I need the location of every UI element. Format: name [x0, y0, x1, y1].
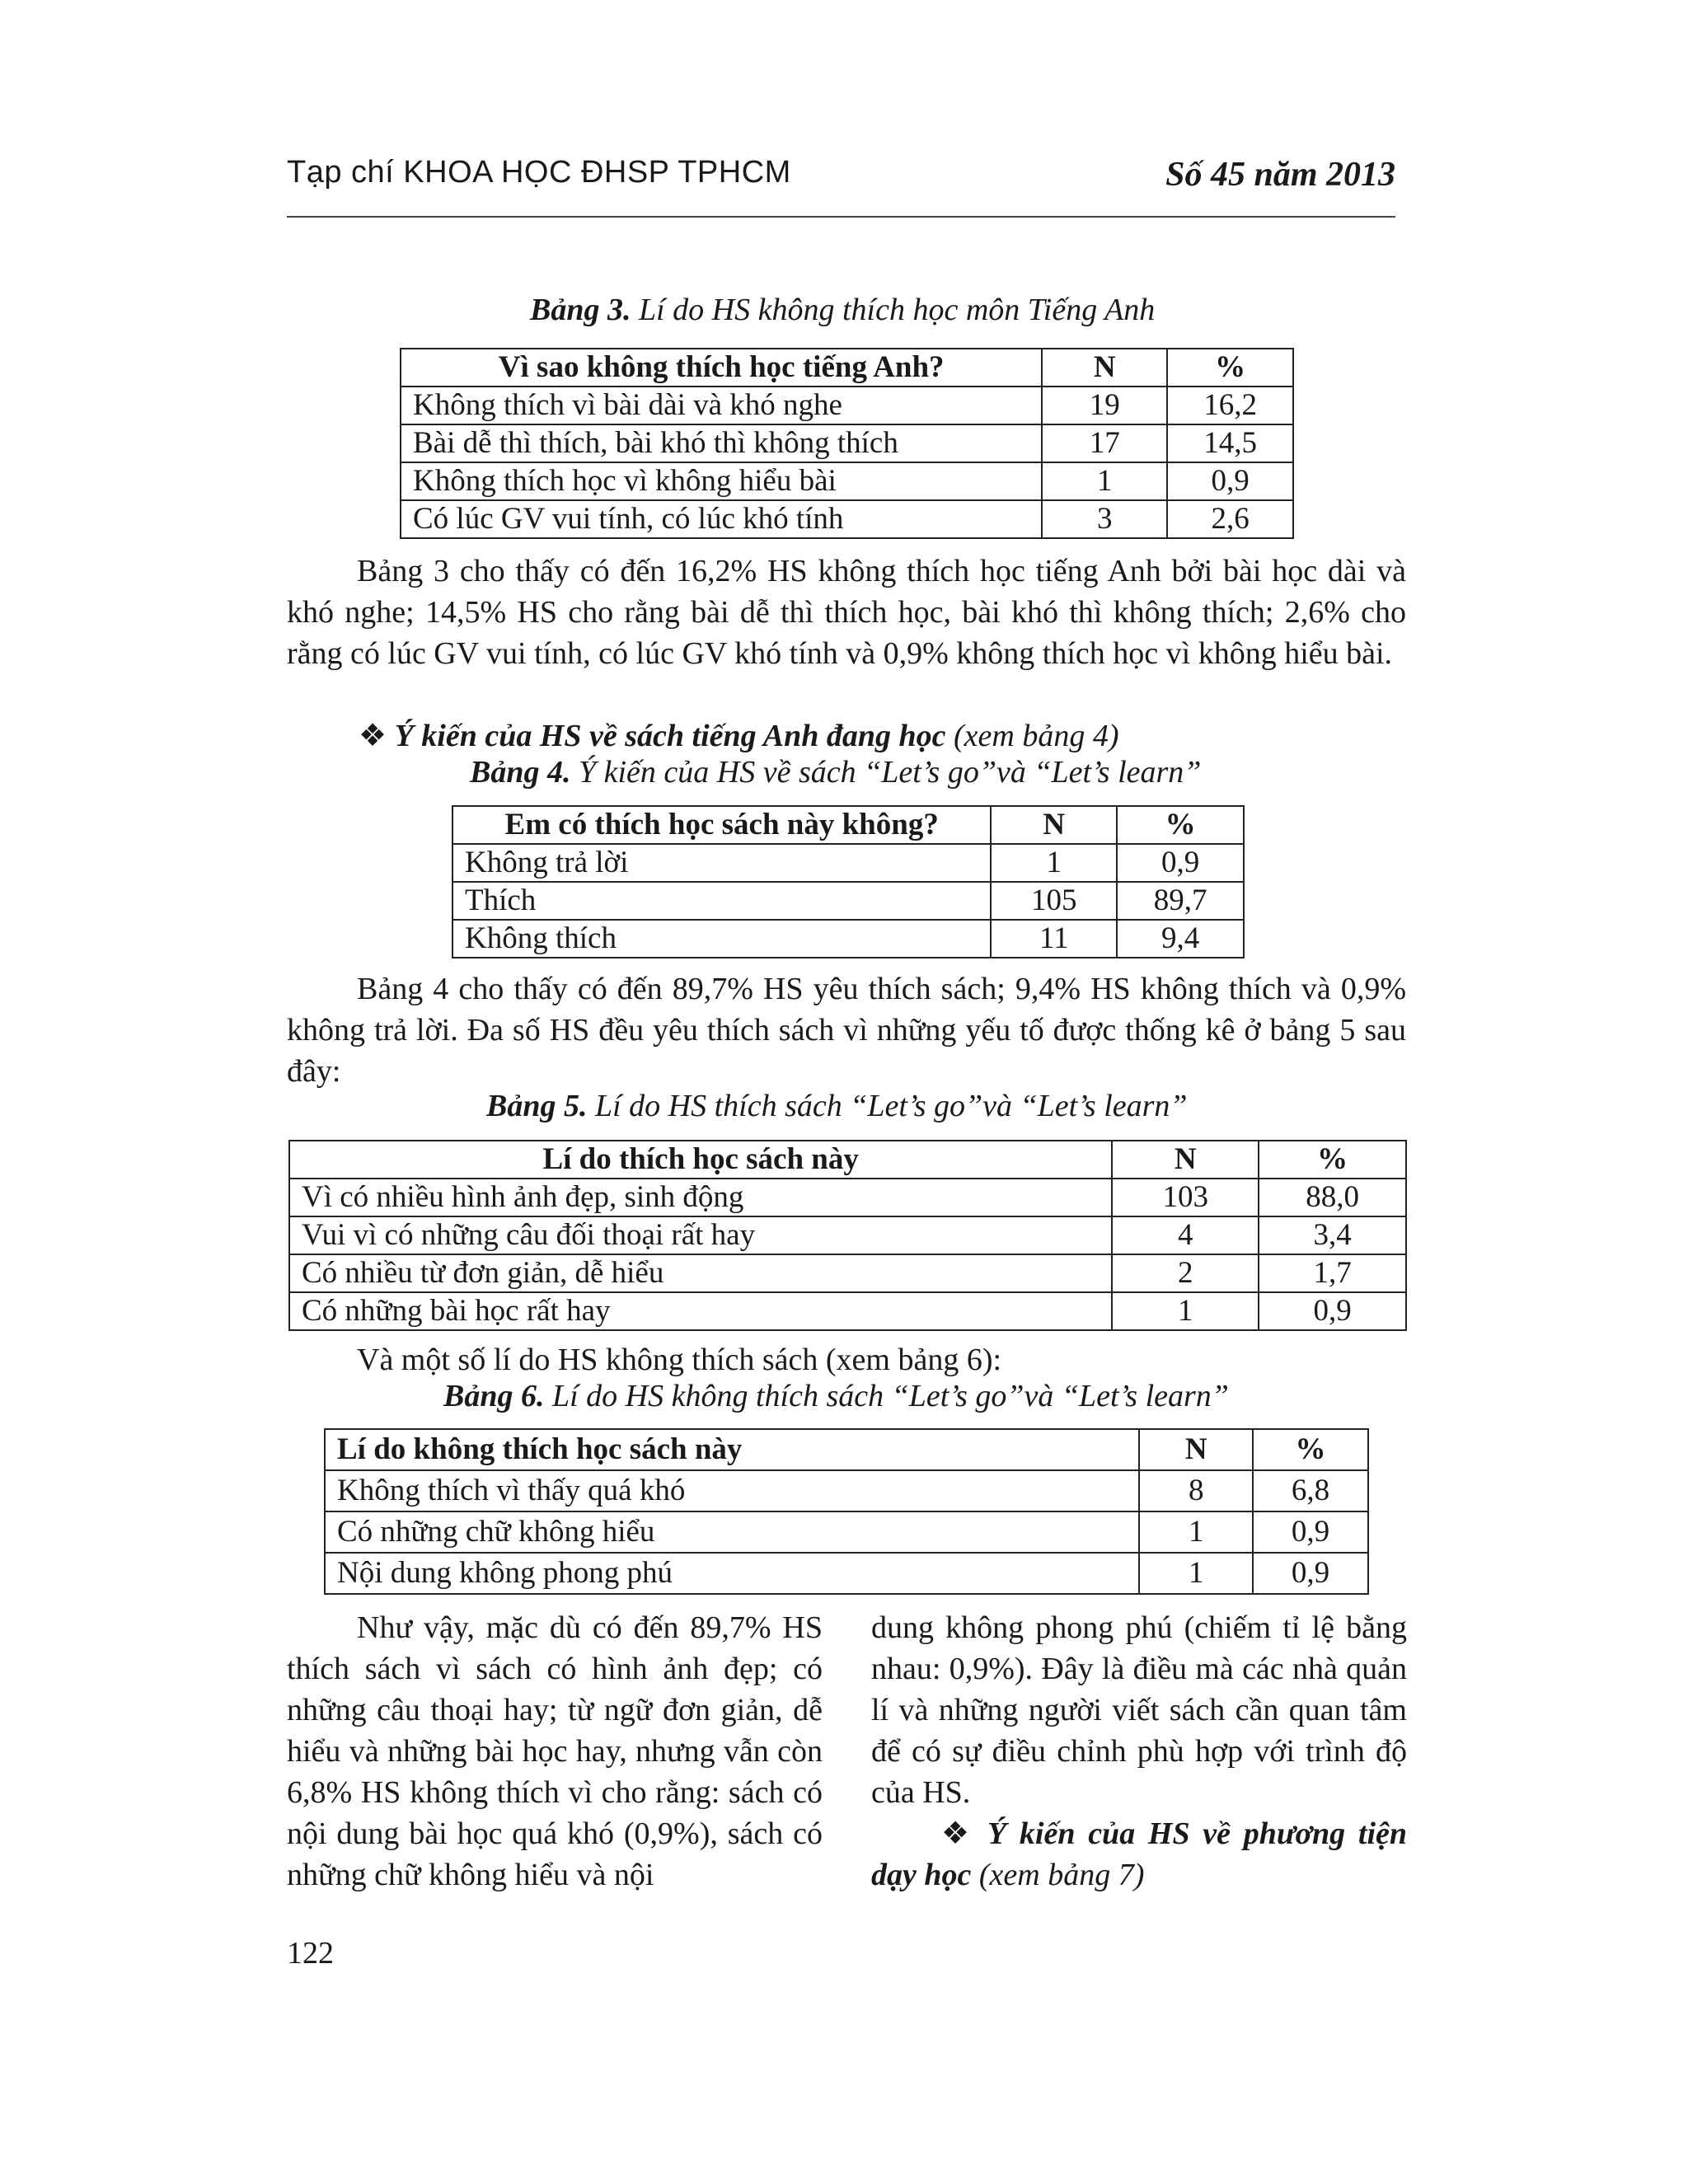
table-row: [401, 500, 1293, 538]
table3-header-n: N: [1042, 349, 1167, 387]
table6-cell-pct: 0,9: [1253, 1511, 1368, 1553]
header-rule: [287, 216, 1395, 218]
table3-caption-text: Lí do HS không thích học môn Tiếng Anh: [631, 293, 1156, 327]
table4-caption: [470, 754, 1201, 790]
table3-cell-reason: Không thích học vì không hiểu bài: [401, 462, 1042, 500]
table4-header-pct: %: [1117, 806, 1244, 844]
table5-cell-n: 103: [1112, 1179, 1259, 1216]
table6-cell-reason: Có những chữ không hiểu: [325, 1511, 1139, 1553]
table5-cell-n: 2: [1112, 1254, 1259, 1292]
table4-cell-answer: Thích: [452, 882, 991, 920]
table4-cell-pct: 0,9: [1117, 844, 1244, 882]
table5-header-n: N: [1112, 1141, 1259, 1179]
table5-header-pct: %: [1259, 1141, 1406, 1179]
section-heading-textbook-opinion: [359, 717, 1119, 754]
paragraph-table6-intro: [287, 1339, 1406, 1380]
table6-cell-reason: Không thích vì thấy quá khó: [325, 1470, 1139, 1511]
table3-cell-pct: 0,9: [1167, 462, 1293, 500]
table4-cell-answer: Không trả lời: [452, 844, 991, 882]
table4: [452, 805, 1245, 958]
table6-cell-pct: 0,9: [1253, 1553, 1368, 1594]
table3-header-row: [401, 349, 1293, 387]
table-row: [325, 1511, 1368, 1553]
table4-cell-pct: 9,4: [1117, 920, 1244, 958]
table5-caption-text: Lí do HS thích sách “Let’s go”và “Let’s learn”: [587, 1089, 1188, 1123]
table5: [288, 1140, 1407, 1331]
table3-cell-n: 3: [1042, 500, 1167, 538]
table3-cell-reason: Bài dễ thì thích, bài khó thì không thích: [401, 424, 1042, 462]
table-row: [452, 920, 1244, 958]
table-row: [289, 1254, 1406, 1292]
table6-header-reason: Lí do không thích học sách này: [325, 1429, 1139, 1470]
table5-header-reason: Lí do thích học sách này: [289, 1141, 1112, 1179]
table3-cell-pct: 16,2: [1167, 387, 1293, 424]
section-heading-rest: (xem bảng 7): [971, 1858, 1145, 1892]
table5-cell-reason: Vui vì có những câu đối thoại rất hay: [289, 1216, 1112, 1254]
journal-title: Tạp chí KHOA HỌC ĐHSP TPHCM: [287, 155, 791, 190]
table3-cell-n: 1: [1042, 462, 1167, 500]
table3-cell-n: 19: [1042, 387, 1167, 424]
table6-cell-pct: 6,8: [1253, 1470, 1368, 1511]
table3-header-pct: %: [1167, 349, 1293, 387]
table5-cell-n: 1: [1112, 1292, 1259, 1330]
table6-caption-label: Bảng 6.: [443, 1379, 545, 1413]
table6: [324, 1428, 1369, 1595]
table-row: [289, 1216, 1406, 1254]
paragraph-table4-summary: [287, 968, 1406, 1092]
table-row: [289, 1292, 1406, 1330]
table3-cell-n: 17: [1042, 424, 1167, 462]
table4-caption-text: Ý kiến của HS về sách “Let’s go”và “Let’s learn”: [570, 755, 1202, 790]
table5-caption: [486, 1088, 1188, 1124]
table5-caption-label: Bảng 5.: [486, 1089, 588, 1123]
table4-cell-n: 1: [991, 844, 1117, 882]
section-heading-bold: Ý kiến của HS về sách tiếng Anh đang học: [394, 719, 946, 753]
table4-cell-pct: 89,7: [1117, 882, 1244, 920]
table-row: [401, 462, 1293, 500]
table5-header-row: [289, 1141, 1406, 1179]
section-heading-bold: Ý kiến của HS về phương tiện dạy học: [871, 1816, 1407, 1892]
table6-header-n: N: [1139, 1429, 1253, 1470]
table6-caption: [443, 1378, 1229, 1414]
table4-header-question: Em có thích học sách này không?: [452, 806, 991, 844]
paragraph-text: Bảng 3 cho thấy có đến 16,2% HS không thích học tiếng Anh bởi bài học dài và khó nghe; 14,5% HS cho rằng bài dễ thì thích học, bài khó thì không thích; 2,6% cho rằng có lúc GV vui tính, có lúc GV khó tính và 0,9% không thích học vì không hiểu bài.: [287, 554, 1406, 671]
table4-cell-answer: Không thích: [452, 920, 991, 958]
table6-cell-n: 1: [1139, 1553, 1253, 1594]
table5-cell-pct: 0,9: [1259, 1292, 1406, 1330]
table5-cell-reason: Vì có nhiều hình ảnh đẹp, sinh động: [289, 1179, 1112, 1216]
table5-cell-pct: 3,4: [1259, 1216, 1406, 1254]
table-row: [325, 1470, 1368, 1511]
table3-header-reason: Vì sao không thích học tiếng Anh?: [401, 349, 1042, 387]
table6-header-pct: %: [1253, 1429, 1368, 1470]
column-right: [871, 1607, 1407, 1896]
table4-cell-n: 11: [991, 920, 1117, 958]
table5-cell-pct: 88,0: [1259, 1179, 1406, 1216]
table3-cell-pct: 2,6: [1167, 500, 1293, 538]
paragraph-table3-summary: [287, 551, 1406, 674]
table4-caption-label: Bảng 4.: [470, 755, 571, 790]
table-row: [401, 387, 1293, 424]
table-row: [452, 882, 1244, 920]
table3-caption: [530, 292, 1155, 328]
page-number: 122: [287, 1936, 334, 1971]
diamond-bullet-icon: ❖: [941, 1816, 975, 1851]
table4-header-n: N: [991, 806, 1117, 844]
table-row: [289, 1179, 1406, 1216]
paragraph-text: Và một số lí do HS không thích sách (xem bảng 6):: [357, 1343, 1002, 1377]
table6-cell-n: 8: [1139, 1470, 1253, 1511]
table5-cell-reason: Có nhiều từ đơn giản, dễ hiểu: [289, 1254, 1112, 1292]
table-row: [452, 844, 1244, 882]
paragraph-text: Bảng 4 cho thấy có đến 89,7% HS yêu thích sách; 9,4% HS không thích và 0,9% không trả lời. Đa số HS đều yêu thích sách vì những yếu tố được thống kê ở bảng 5 sau đây:: [287, 972, 1406, 1089]
table5-cell-pct: 1,7: [1259, 1254, 1406, 1292]
diamond-bullet-icon: ❖: [359, 719, 387, 753]
section-heading-rest: (xem bảng 4): [945, 719, 1119, 753]
table6-cell-n: 1: [1139, 1511, 1253, 1553]
column-right-text: dung không phong phú (chiếm tỉ lệ bằng nhau: 0,9%). Đây là điều mà các nhà quản lí và những người viết sách cần quan tâm để có sự điều chỉnh phù hợp với trình độ của HS.: [871, 1610, 1407, 1810]
column-left-text: Như vậy, mặc dù có đến 89,7% HS thích sách vì sách có hình ảnh đẹp; có những câu thoại hay; từ ngữ đơn giản, dễ hiểu và những bài học hay, nhưng vẫn còn 6,8% HS không thích vì cho rằng: sách có nội dung bài học quá khó (0,9%), sách có những chữ không hiểu và nội: [287, 1610, 823, 1892]
table3-cell-pct: 14,5: [1167, 424, 1293, 462]
table-row: [401, 424, 1293, 462]
table3-cell-reason: Có lúc GV vui tính, có lúc khó tính: [401, 500, 1042, 538]
table6-header-row: [325, 1429, 1368, 1470]
table5-cell-reason: Có những bài học rất hay: [289, 1292, 1112, 1330]
section-heading-teaching-aids: [871, 1813, 1407, 1896]
table3-cell-reason: Không thích vì bài dài và khó nghe: [401, 387, 1042, 424]
table5-cell-n: 4: [1112, 1216, 1259, 1254]
column-left: [287, 1607, 823, 1896]
table3-caption-label: Bảng 3.: [530, 293, 631, 327]
table-row: [325, 1553, 1368, 1594]
table6-caption-text: Lí do HS không thích sách “Let’s go”và “Let’s learn”: [544, 1379, 1229, 1413]
table4-header-row: [452, 806, 1244, 844]
table3: [400, 348, 1294, 539]
table6-cell-reason: Nội dung không phong phú: [325, 1553, 1139, 1594]
table4-cell-n: 105: [991, 882, 1117, 920]
issue-label: Số 45 năm 2013: [1165, 156, 1395, 194]
